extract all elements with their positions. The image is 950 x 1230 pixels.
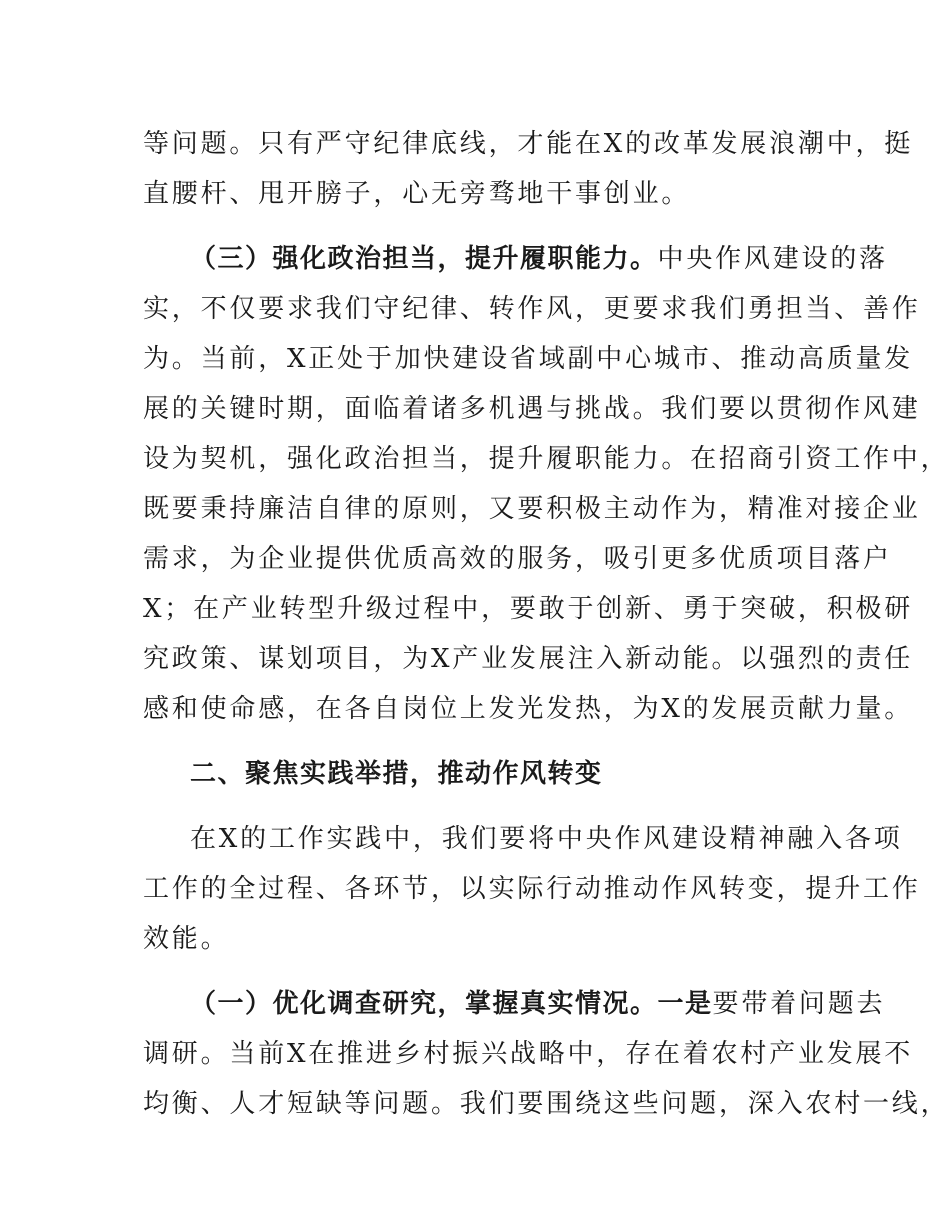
paragraph-line: 设为契机，强化政治担当，提升履职能力。在招商引资工作中，: [143, 444, 950, 474]
paragraph-line: 均衡、人才短缺等问题。我们要围绕这些问题，深入农村一线，: [143, 1089, 950, 1119]
paragraph-line: 在X的工作实践中，我们要将中央作风建设精神融入各项: [190, 824, 903, 854]
paragraph-line: 需求，为企业提供优质高效的服务，吸引更多优质项目落户: [143, 544, 892, 574]
paragraph-line: 等问题。只有严守纪律底线，才能在X的改革发展浪潮中，挺: [143, 129, 914, 159]
paragraph-text: 要带着问题去: [712, 989, 886, 1019]
paragraph-line: 工作的全过程、各环节，以实际行动推动作风转变，提升工作: [143, 874, 921, 904]
paragraph-line: 实，不仅要求我们守纪律、转作风，更要求我们勇担当、善作: [143, 294, 921, 324]
section-paragraph-3: [190, 241, 888, 277]
section-title: 二、聚焦实践举措，推动作风转变: [190, 759, 603, 789]
paragraph-line: 调研。当前X在推进乡村振兴战略中，存在着农村产业发展不: [143, 1039, 914, 1069]
paragraph-line: 展的关键时期，面临着诸多机遇与挑战。我们要以贯彻作风建: [143, 394, 921, 424]
paragraph-line: 既要秉持廉洁自律的原则，又要积极主动作为，精准对接企业: [143, 494, 921, 524]
lead-phrase: 一是: [657, 989, 713, 1019]
paragraph-text: 中央作风建设的落: [657, 244, 888, 274]
paragraph-line: 究政策、谋划项目，为X产业发展注入新动能。以强烈的责任: [143, 644, 914, 674]
subsection-heading: （一）优化调查研究，掌握真实情况。: [190, 989, 658, 1019]
paragraph-line: 感和使命感，在各自岗位上发光发热，为X的发展贡献力量。: [143, 694, 914, 724]
subsection-heading: （三）强化政治担当，提升履职能力。: [190, 244, 658, 274]
paragraph-line: 直腰杆、甩开膀子，心无旁骛地干事创业。: [143, 179, 691, 209]
paragraph-line: 效能。: [143, 924, 230, 954]
section-paragraph-1: [190, 986, 885, 1022]
paragraph-line: 为。当前，X正处于加快建设省域副中心城市、推动高质量发: [143, 344, 914, 374]
paragraph-line: X；在产业转型升级过程中，要敢于创新、勇于突破，积极研: [143, 594, 914, 624]
